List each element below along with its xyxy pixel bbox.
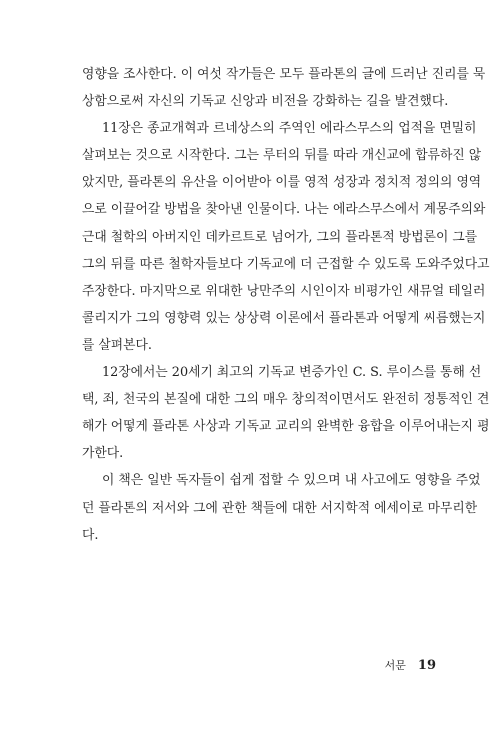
- text-line: 으로 이끌어갈 방법을 찾아낸 인물이다. 나는 에라스무스에서 계몽주의와: [82, 202, 486, 218]
- page-number: 19: [417, 658, 436, 673]
- text-line: 11장은 종교개혁과 르네상스의 주역인 에라스무스의 업적을 면밀히: [102, 121, 477, 137]
- text-line: 12장에서는 20세기 최고의 기독교 변증가인 C. S. 루이스를 통해 선: [102, 365, 482, 381]
- running-footer-section: 서문: [384, 659, 406, 672]
- text-line: 살펴보는 것으로 시작한다. 그는 루터의 뒤를 따라 개신교에 합류하진 않: [82, 148, 482, 164]
- text-line: 해가 어떻게 플라톤 사상과 기독교 교리의 완벽한 융합을 이루어내는지 평: [82, 419, 490, 435]
- body-text: [82, 61, 490, 549]
- text-line: 다.: [82, 527, 99, 543]
- text-line: 콜리지가 그의 영향력 있는 상상력 이론에서 플라톤과 어떻게 씨름했는지: [82, 310, 486, 326]
- text-line: 근대 철학의 아버지인 데카르트로 넘어가, 그의 플라톤적 방법론이 그를: [82, 229, 478, 245]
- text-line: 영향을 조사한다. 이 여섯 작가들은 모두 플라톤의 글에 드러난 진리를 묵: [82, 67, 486, 82]
- text-line: 가한다.: [82, 446, 124, 462]
- page-footer: [385, 657, 436, 673]
- text-line: 상함으로써 자신의 기독교 신앙과 비전을 강화하는 길을 발견했다.: [82, 94, 449, 110]
- text-line: 던 플라톤의 저서와 그에 관한 책들에 대한 서지학적 에세이로 마무리한: [82, 500, 478, 516]
- text-line: 택, 죄, 천국의 본질에 대한 그의 매우 창의적이면서도 완전히 정통적인 견: [82, 392, 490, 408]
- text-line: 주장한다. 마지막으로 위대한 낭만주의 시인이자 비평가인 새뮤얼 테일러: [82, 283, 486, 299]
- text-line: 를 살펴본다.: [82, 337, 152, 353]
- text-line: 그의 뒤를 따른 철학자들보다 기독교에 더 근접할 수 있도록 도와주었다고: [82, 256, 490, 272]
- text-line: 았지만, 플라톤의 유산을 이어받아 이를 영적 성장과 정치적 정의의 영역: [82, 175, 482, 191]
- text-line: 이 책은 일반 독자들이 쉽게 접할 수 있으며 내 사고에도 영향을 주었: [102, 473, 481, 489]
